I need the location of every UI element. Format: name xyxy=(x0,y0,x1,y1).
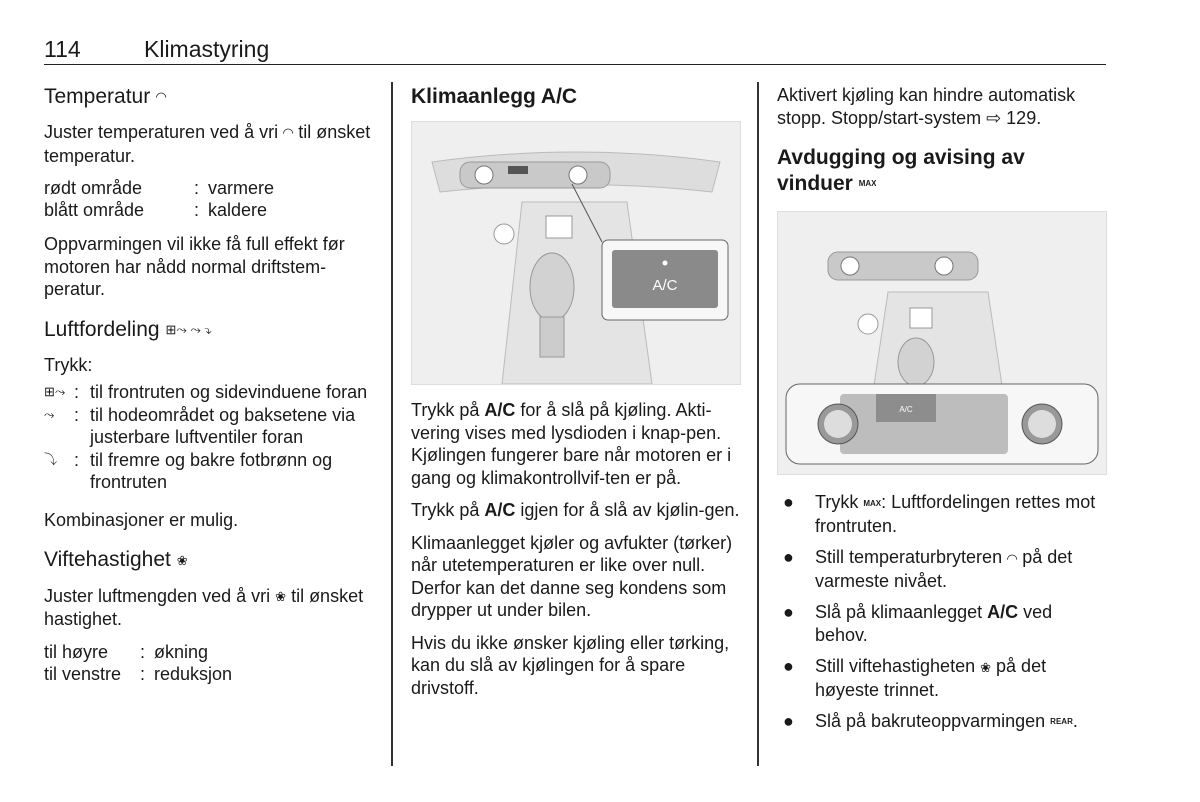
fan-table: til høyre : økning til venstre : reduksjon xyxy=(44,641,233,684)
fan-icon: ❀ xyxy=(980,659,992,675)
mode-row: ⊞⤳ : til frontruten og sidevinduene foran xyxy=(44,381,368,402)
rear-window-heating-icon: REAR xyxy=(1050,717,1073,727)
fan-paragraph: Juster luftmengden ved å vri ❀ til ønsket hastighet. xyxy=(44,585,364,630)
ac-figure xyxy=(411,121,741,385)
mode-row: ⤵ : til fremre og bakre fotbrønn og frontruten xyxy=(44,449,333,492)
defrost-icon: MAX xyxy=(863,499,882,509)
list-item: ● Still viftehastigheten ❀ på det høyeste trinnet. xyxy=(783,655,1047,700)
ac-button-label: A/C xyxy=(899,405,913,415)
windscreen-airflow-icon: ⊞⤳ xyxy=(44,383,66,399)
ac-button-label: A/C xyxy=(652,277,678,294)
list-item: ● Slå på klimaanlegget A/C ved behov. xyxy=(783,601,1053,645)
combination-note: Kombinasjoner er mulig. xyxy=(44,509,239,530)
foot-airflow-icon: ⤵ xyxy=(44,451,58,467)
head-airflow-icon: ⤳ xyxy=(44,406,55,422)
ac-paragraph-1: Trykk på A/C for å slå på kjøling. Akti-vering vises med lysdioden i knap-pen. Kjølingen fungerer bare når motoren er i gang og klimakontrollvif-ten er på. xyxy=(411,400,732,488)
press-label: Trykk: xyxy=(44,355,93,376)
list-item: ● Slå på bakruteoppvarmingen REAR. xyxy=(777,710,1109,734)
stop-start-note: Aktivert kjøling kan hindre automatisk stopp. Stopp/start-system ⇨ 129. xyxy=(777,85,1076,128)
list-item: ● Still temperaturbryteren ◜◝ på det varmeste nivået. xyxy=(783,547,1073,591)
column-1 xyxy=(44,84,379,697)
ac-paragraph-2: Trykk på A/C igjen for å slå av kjølin-gen. xyxy=(411,500,740,520)
temperature-icon: ◜◝ xyxy=(1007,550,1018,566)
column-3 xyxy=(777,84,1109,741)
fan-icon: ❀ xyxy=(275,588,287,604)
column-divider xyxy=(391,82,393,766)
defrost-figure xyxy=(777,211,1107,475)
defog-heading: Avdugging og avising av vinduer MAX xyxy=(777,145,1067,197)
temperature-heading: Temperatur ◜◝ xyxy=(44,84,379,110)
page-header xyxy=(44,36,1106,65)
air-distribution-icon: ⊞⤳ ⤳ ⤵ xyxy=(165,322,212,338)
column-divider xyxy=(757,82,759,766)
defrost-icon: MAX xyxy=(858,179,877,189)
air-distribution-heading: Luftfordeling ⊞⤳ ⤳ ⤵ xyxy=(44,317,379,343)
ac-heading: Klimaanlegg A/C xyxy=(411,85,578,108)
temperature-table: rødt område : varmere blått område : kaldere xyxy=(44,178,275,221)
center-console-illustration xyxy=(412,122,740,384)
fan-icon: ❀ xyxy=(176,552,188,568)
mode-row: ⤳ : til hodeområdet og baksetene via justerbare luftventiler foran xyxy=(44,404,356,447)
list-item: ● Trykk MAX: Luftfordelingen rettes mot frontruten. xyxy=(783,492,1096,537)
temperature-icon: ◜◝ xyxy=(156,89,167,105)
page-number: 114 xyxy=(44,36,81,62)
page-title: Klimastyring xyxy=(144,36,270,62)
fan-speed-heading: Viftehastighet ❀ xyxy=(44,547,379,573)
heating-paragraph: Oppvarmingen vil ikke få full effekt før motoren har nådd normal driftstem-peratur. xyxy=(44,234,345,300)
column-2 xyxy=(411,84,743,709)
ac-paragraph-3: Klimaanlegget kjøler og avfukter (tørker) når utetemperaturen er like over null. Derfor kan det danne seg kondens som drypper ut under bilen. xyxy=(411,532,733,620)
temperature-paragraph: Juster temperaturen ved å vri ◜◝ til ønsket temperatur. xyxy=(44,122,371,166)
temperature-icon: ◜◝ xyxy=(283,125,294,141)
ac-paragraph-4: Hvis du ikke ønsker kjøling eller tørking, kan du slå av kjølingen for å spare drivstoff. xyxy=(411,632,730,698)
climate-panel-illustration xyxy=(778,212,1106,474)
